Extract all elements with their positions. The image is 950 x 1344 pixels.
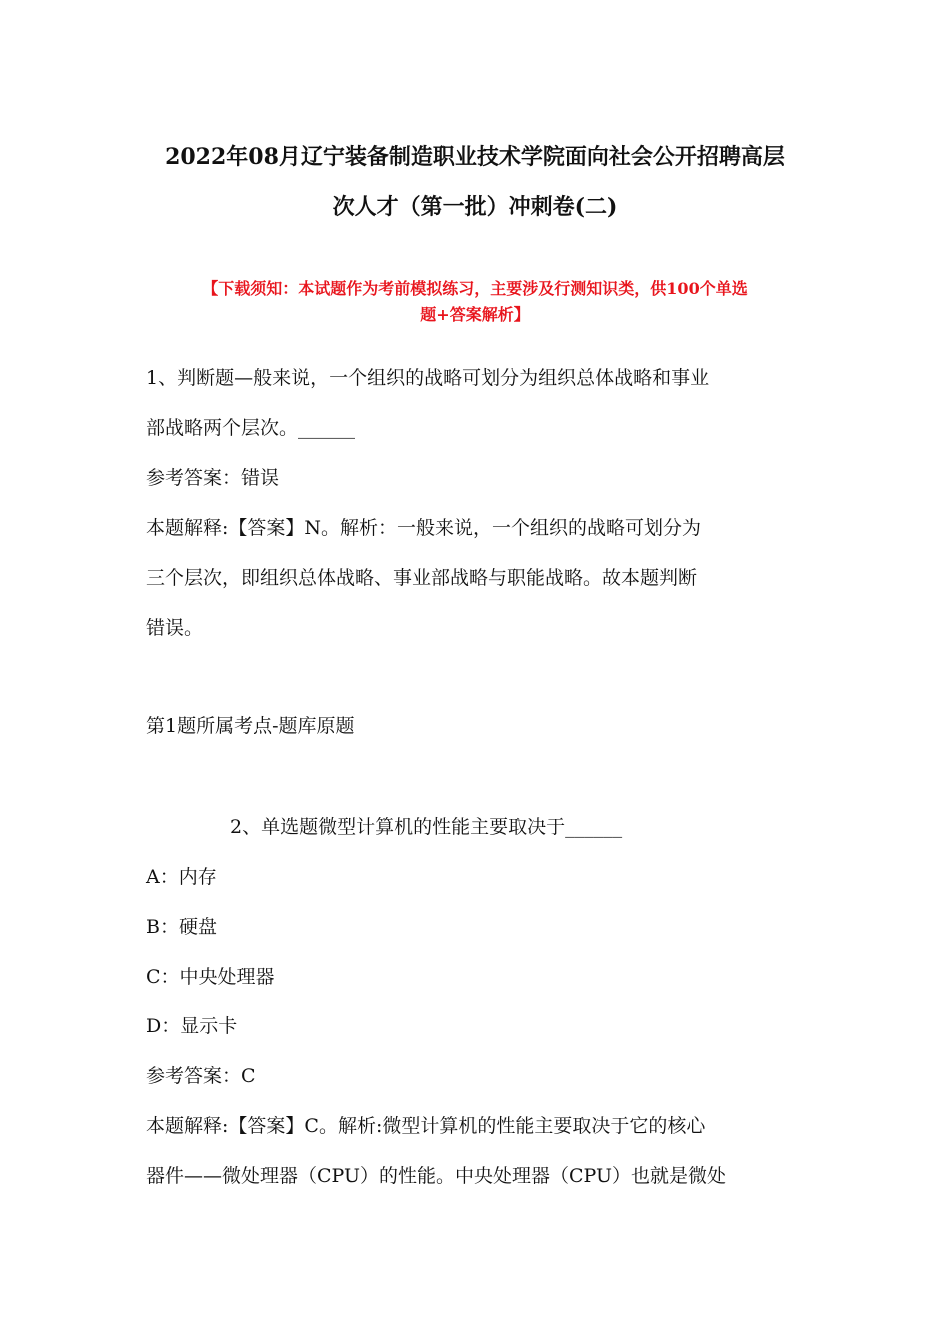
document-title-line-2: 次人才（第一批）冲刺卷(二) [332, 194, 618, 220]
question-2-option-c: C：中央处理器 [146, 966, 275, 988]
question-1-explanation-line-1: 本题解释:【答案】N。解析：一般来说，一个组织的战略可划分为 [146, 517, 702, 539]
download-notice-line-2: 题+答案解析】 [420, 305, 530, 324]
download-notice-line-1: 【下载须知：本试题作为考前模拟练习，主要涉及行测知识类，供100个单选 [202, 279, 748, 298]
question-2-answer: 参考答案：C [146, 1065, 256, 1087]
question-2-stem: 2、单选题微型计算机的性能主要取决于______ [230, 816, 623, 838]
question-1-explanation-line-2: 三个层次，即组织总体战略、事业部战略与职能战略。故本题判断 [146, 567, 698, 589]
question-2-explanation-line-1: 本题解释:【答案】C。解析:微型计算机的性能主要取决于它的核心 [146, 1115, 706, 1137]
question-1-stem-line-2: 部战略两个层次。______ [146, 417, 356, 439]
question-2-option-a: A：内存 [146, 866, 217, 888]
question-1-explanation-line-3: 错误。 [146, 617, 204, 639]
question-1-answer: 参考答案：错误 [146, 467, 280, 489]
question-2-explanation-line-2: 器件——微处理器（CPU）的性能。中央处理器（CPU）也就是微处 [146, 1165, 727, 1187]
question-2-option-b: B：硬盘 [146, 916, 217, 938]
question-2-option-d: D：显示卡 [146, 1015, 238, 1037]
document-title-line-1: 2022年08月辽宁装备制造职业技术学院面向社会公开招聘高层 [165, 144, 785, 170]
question-1-knowledge-point: 第1题所属考点-题库原题 [146, 715, 355, 737]
question-1-stem-line-1: 1、判断题—般来说，一个组织的战略可划分为组织总体战略和事业 [146, 367, 710, 389]
